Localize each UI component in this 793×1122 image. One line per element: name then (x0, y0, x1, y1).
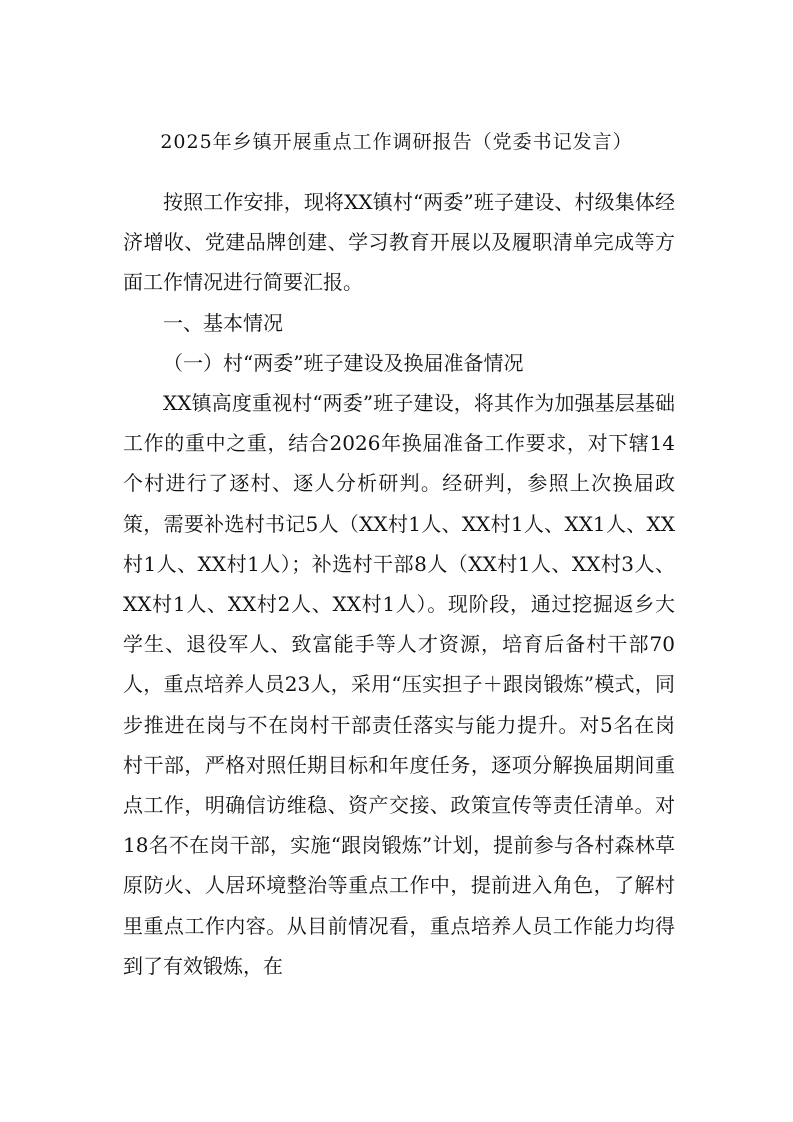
section-heading: 一、基本情况 (163, 310, 283, 335)
document-title: 2025年乡镇开展重点工作调研报告（党委书记发言） (160, 131, 633, 153)
subsection-heading: （一）村“两委”班子建设及换届准备情况 (163, 350, 524, 375)
body-paragraph: XX镇高度重视村“两委”班子建设，将其作为加强基层基础工作的重中之重，结合2026年换届准备工作要求，对下辖14个村进行了逐村、逐人分析研判。经研判，参照上次换届政策，需要补选村书记5人（XX村1人、XX村1人、XX1人、XX村1人、XX村1人）；补选村干部8人（XX村1人、XX村3人、XX村1人、XX村2人、XX村1人）。现阶段，通过挖掘返乡大学生、退役军人、致富能手等人才资源，培育后备村干部70人，重点培养人员23人，采用“压实担子＋跟岗锻炼”模式，同步推进在岗与不在岗村干部责任落实与能力提升。对5名在岗村干部，严格对照任期目标和年度任务，逐项分解换届期间重点工作，明确信访维稳、资产交接、政策宣传等责任清单。对18名不在岗干部，实施“跟岗锻炼”计划，提前参与各村森林草原防火、人居环境整治等重点工作中，提前进入角色，了解村里重点工作内容。从目前情况看，重点培养人员工作能力均得到了有效锻炼，在 (123, 391, 675, 978)
intro-paragraph: 按照工作安排，现将XX镇村“两委”班子建设、村级集体经济增收、党建品牌创建、学习教育开展以及履职清单完成等方面工作情况进行简要汇报。 (123, 190, 675, 295)
document-body (123, 182, 675, 986)
